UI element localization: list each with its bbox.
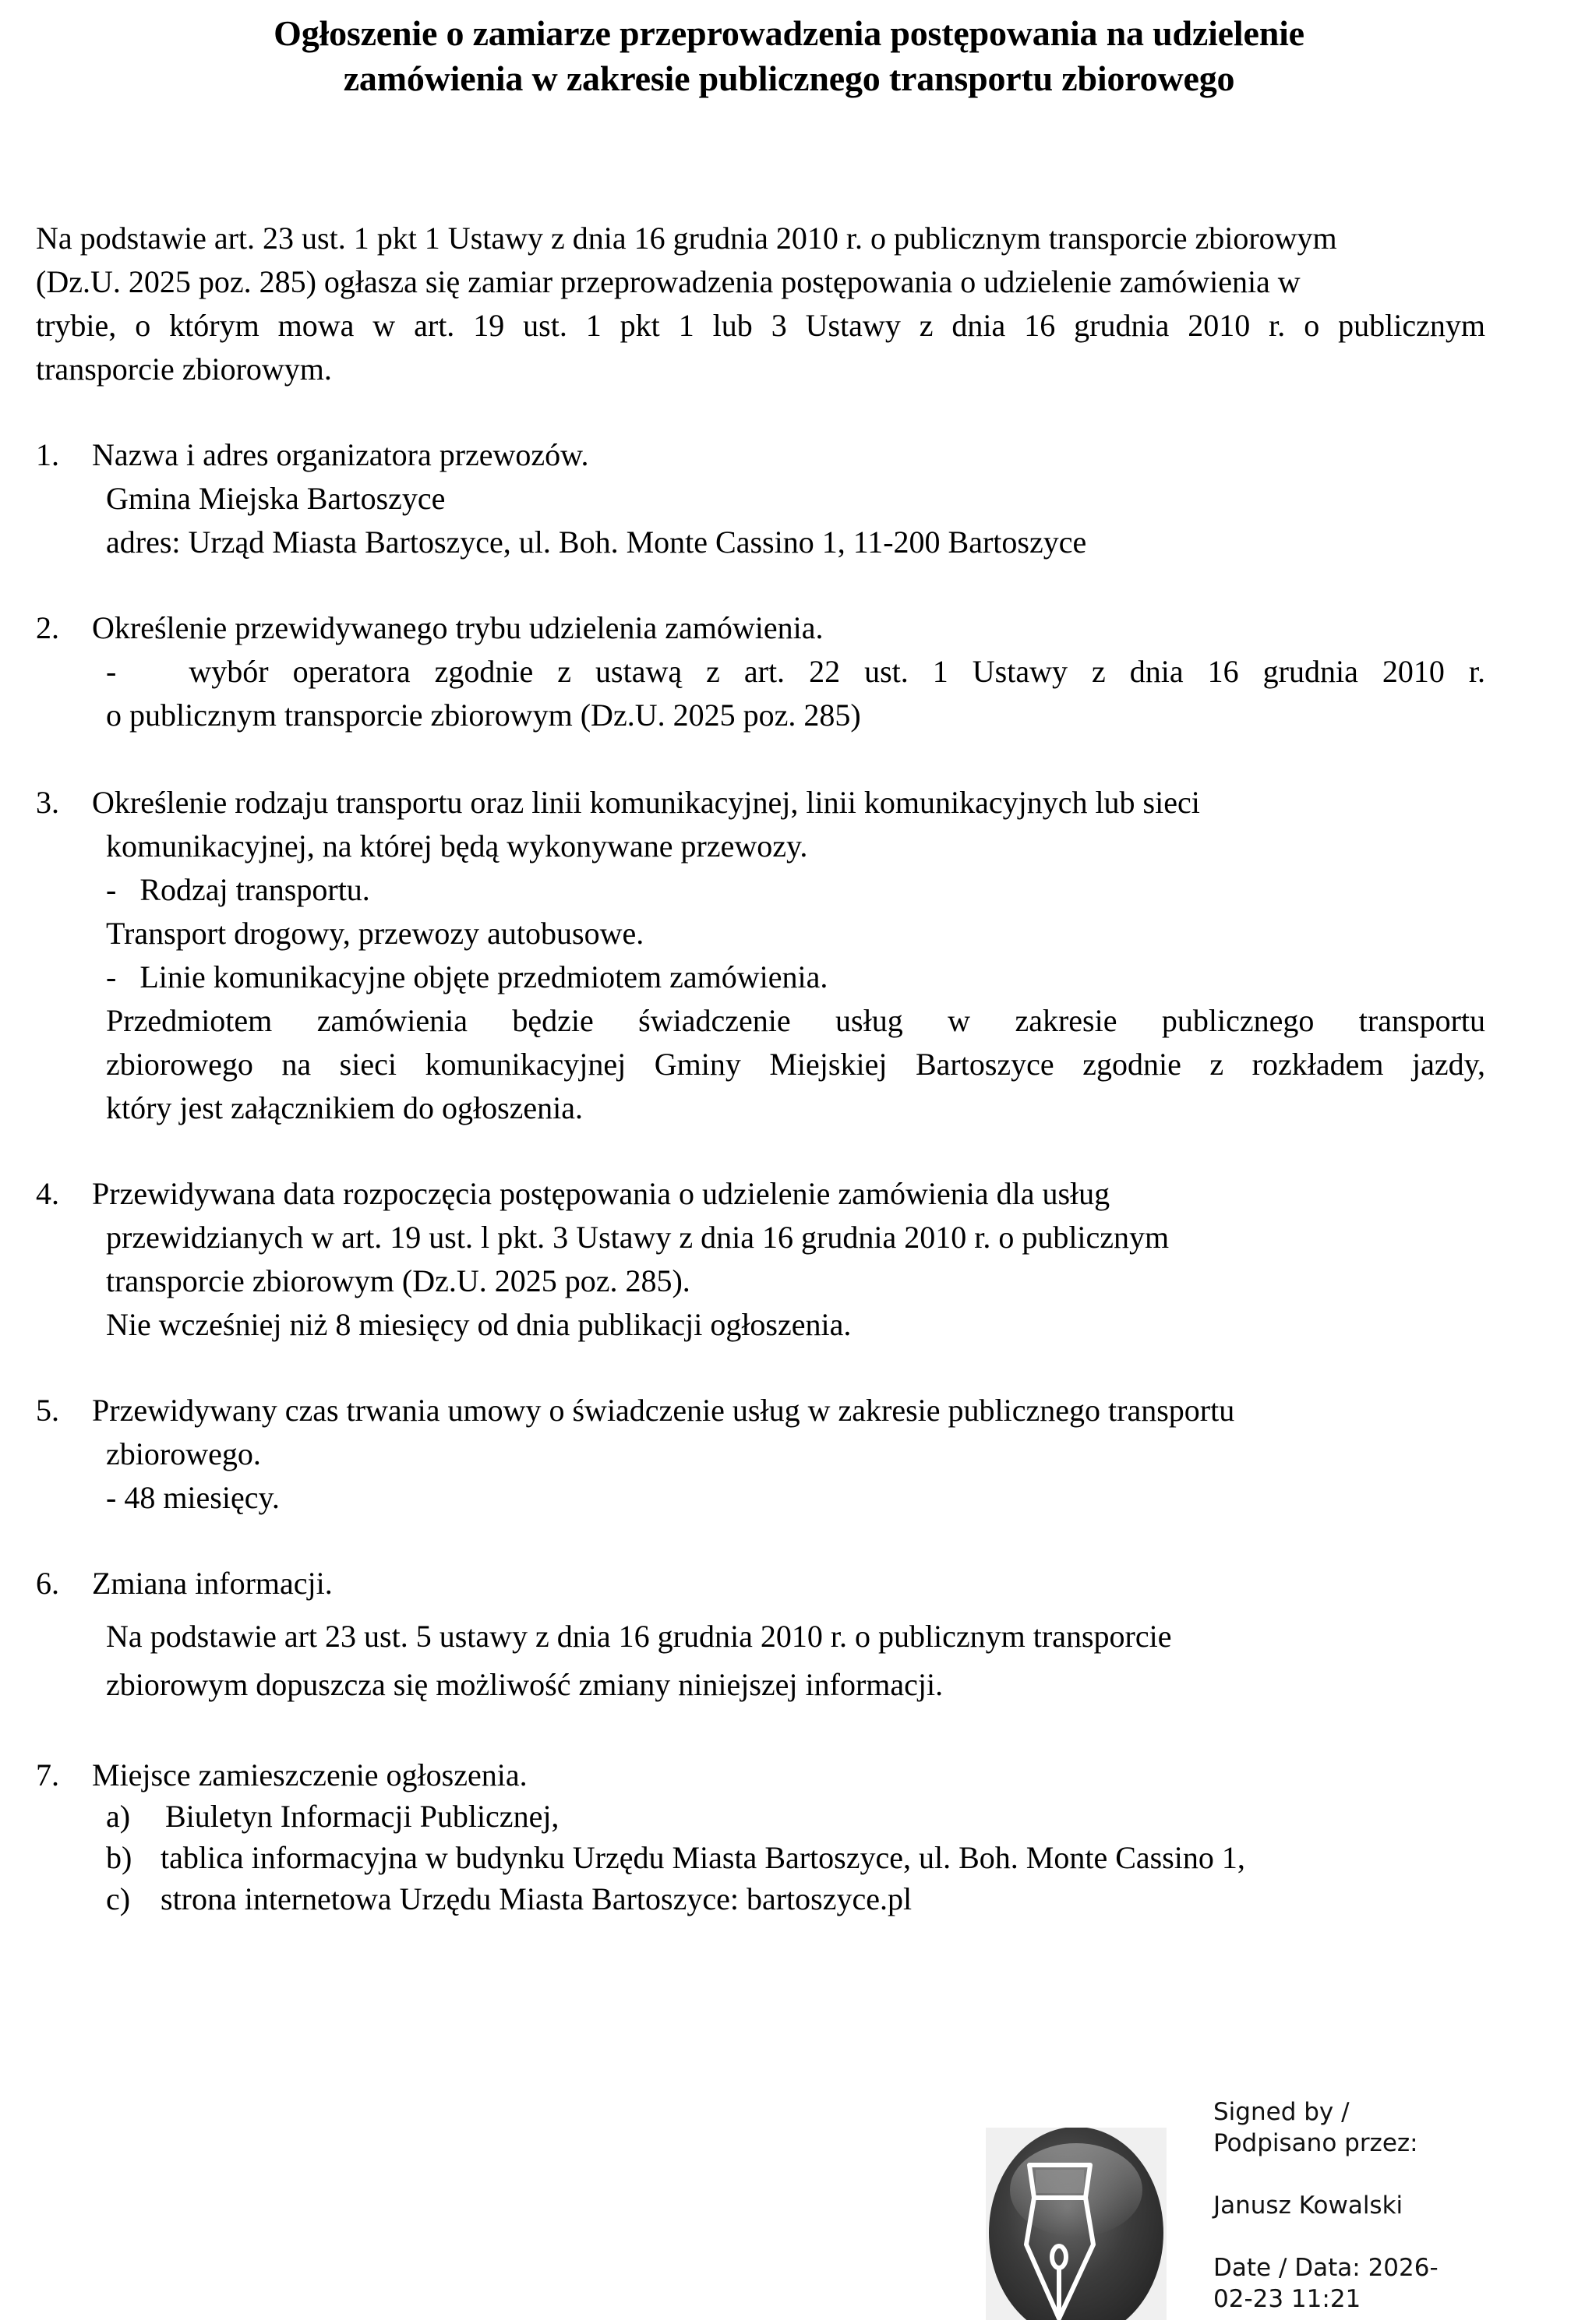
list-item: tablica informacyjna w budynku Urzędu Miasta Bartoszyce, ul. Boh. Monte Cassino 1,: [161, 1840, 1245, 1875]
signed-by-label-pl: Podpisano przez:: [1213, 2129, 1418, 2157]
section-number: 7.: [36, 1757, 59, 1792]
section-heading: Zmiana informacji.: [92, 1566, 333, 1601]
section-heading: Przewidywana data rozpoczęcia postępowania o udzielenie zamówienia dla usług: [92, 1176, 1110, 1211]
digital-signature: [986, 2096, 1578, 2320]
title-line-2: zamówienia w zakresie publicznego transportu zbiorowego: [343, 58, 1235, 98]
section-line: zbiorowego.: [106, 1436, 261, 1471]
fountain-pen-nib-icon: [986, 2128, 1167, 2320]
section-bullet: - Linie komunikacyjne objęte przedmiotem zamówienia.: [106, 959, 828, 994]
section-number: 5.: [36, 1393, 59, 1428]
section-line: - wybór operatora zgodnie z ustawą z art. 22 ust. 1 Ustawy z dnia 16 grudnia 2010 r.: [106, 654, 1485, 689]
list-marker: c): [106, 1881, 131, 1916]
intro-line: trybie, o którym mowa w art. 19 ust. 1 pkt 1 lub 3 Ustawy z dnia 16 grudnia 2010 r. o publicznym: [36, 308, 1485, 343]
list-marker: a): [106, 1799, 131, 1834]
section-bullet: - Rodzaj transportu.: [106, 872, 370, 907]
intro-line: transporcie zbiorowym.: [36, 351, 332, 387]
section-number: 4.: [36, 1176, 59, 1211]
title-line-1: Ogłoszenie o zamiarze przeprowadzenia postępowania na udzielenie: [274, 13, 1304, 53]
section-number: 3.: [36, 785, 59, 820]
section-line: Nie wcześniej niż 8 miesięcy od dnia publikacji ogłoszenia.: [106, 1307, 852, 1342]
document-title: [0, 11, 1578, 101]
intro-line: Na podstawie art. 23 ust. 1 pkt 1 Ustawy z dnia 16 grudnia 2010 r. o publicznym transporcie zbiorowym: [36, 221, 1337, 256]
section-line: - 48 miesięcy.: [106, 1480, 280, 1515]
list-item: strona internetowa Urzędu Miasta Bartoszyce: bartoszyce.pl: [161, 1881, 913, 1916]
section-line: zbiorowym dopuszcza się możliwość zmiany niniejszej informacji.: [106, 1667, 944, 1702]
list-marker: b): [106, 1840, 132, 1875]
section-number: 1.: [36, 437, 59, 472]
section-line: transporcie zbiorowym (Dz.U. 2025 poz. 285).: [106, 1263, 690, 1298]
section-line: zbiorowego na sieci komunikacyjnej Gminy Miejskiej Bartoszyce zgodnie z rozkładem jazdy,: [106, 1047, 1485, 1082]
section-line: o publicznym transporcie zbiorowym (Dz.U. 2025 poz. 285): [106, 698, 861, 733]
section-line: Transport drogowy, przewozy autobusowe.: [106, 916, 644, 951]
list-item: Biuletyn Informacji Publicznej,: [165, 1799, 560, 1834]
section-line: przewidzianych w art. 19 ust. l pkt. 3 Ustawy z dnia 16 grudnia 2010 r. o publicznym: [106, 1220, 1170, 1255]
section-line: komunikacyjnej, na której będą wykonywane przewozy.: [106, 828, 808, 864]
signed-by-label: Signed by /: [1213, 2098, 1350, 2126]
intro-line: (Dz.U. 2025 poz. 285) ogłasza się zamiar przeprowadzenia postępowania o udzielenie zamówienia w: [36, 264, 1301, 299]
section-line: który jest załącznikiem do ogłoszenia.: [106, 1090, 584, 1125]
section-line: Na podstawie art 23 ust. 5 ustawy z dnia 16 grudnia 2010 r. o publicznym transporcie: [106, 1619, 1172, 1654]
section-heading: Określenie rodzaju transportu oraz linii komunikacyjnej, linii komunikacyjnych lub sieci: [92, 785, 1200, 820]
signature-details: [1213, 2096, 1572, 2315]
organizer-address: adres: Urząd Miasta Bartoszyce, ul. Boh. Monte Cassino 1, 11-200 Bartoszyce: [106, 524, 1087, 560]
section-heading: Nazwa i adres organizatora przewozów.: [92, 437, 589, 472]
signer-name: Janusz Kowalski: [1213, 2192, 1403, 2220]
section-heading: Miejsce zamieszczenie ogłoszenia.: [92, 1757, 528, 1792]
section-heading: Przewidywany czas trwania umowy o świadczenie usług w zakresie publicznego transportu: [92, 1393, 1235, 1428]
signature-date-cont: 02-23 11:21: [1213, 2285, 1361, 2313]
section-heading: Określenie przewidywanego trybu udzielenia zamówienia.: [92, 610, 824, 645]
section-number: 2.: [36, 610, 59, 645]
signature-date: Date / Data: 2026-: [1213, 2254, 1439, 2282]
section-number: 6.: [36, 1566, 59, 1601]
section-line: Przedmiotem zamówienia będzie świadczenie usług w zakresie publicznego transportu: [106, 1003, 1485, 1038]
organizer-name: Gmina Miejska Bartoszyce: [106, 481, 446, 516]
